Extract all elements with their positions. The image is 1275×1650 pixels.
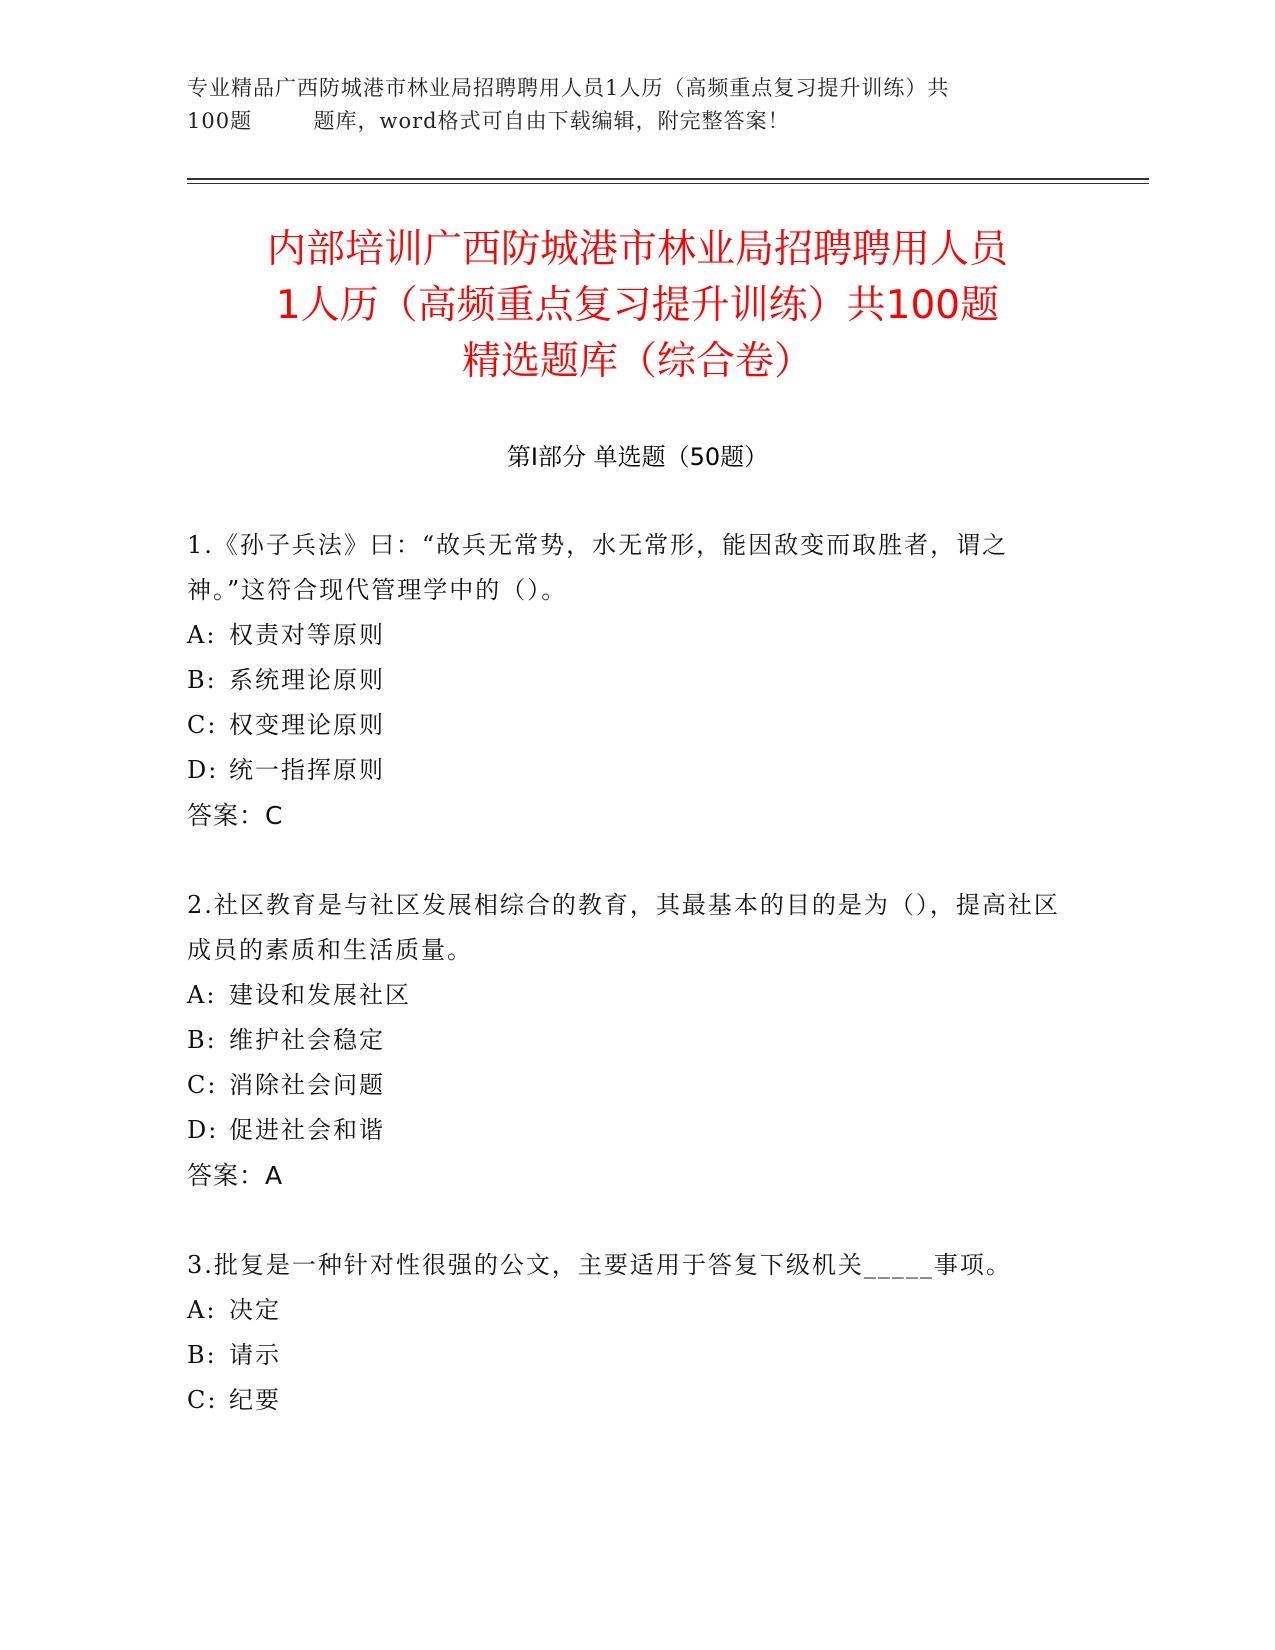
header-rule-thin	[187, 183, 1149, 184]
header-line-2: 100题 题库，word格式可自由下载编辑，附完整答案！	[187, 109, 790, 133]
option-key: C:	[187, 711, 218, 739]
page-header	[187, 72, 1067, 138]
option-d	[187, 1108, 1067, 1153]
question-list	[187, 523, 1067, 1423]
option-text: 系统理论原则	[229, 666, 385, 694]
question-3	[187, 1243, 1067, 1423]
option-d	[187, 748, 1067, 793]
option-text: 统一指挥原则	[229, 756, 385, 784]
option-text: 消除社会问题	[229, 1071, 385, 1099]
option-b	[187, 658, 1067, 703]
option-text: 建设和发展社区	[229, 981, 411, 1009]
answer: 答案：A	[187, 1161, 284, 1190]
option-a	[187, 1288, 1067, 1333]
option-a	[187, 973, 1067, 1018]
option-text: 纪要	[229, 1386, 281, 1414]
question-stem: 1.《孙子兵法》曰：“故兵无常势，水无常形，能因敌变而取胜者，谓之神。”这符合现代管理学中的（）。	[187, 531, 1009, 604]
spacer	[187, 1198, 1067, 1243]
header-rule-thick	[187, 178, 1149, 180]
option-c	[187, 1063, 1067, 1108]
option-key: C:	[187, 1386, 218, 1414]
option-text: 维护社会稳定	[229, 1026, 385, 1054]
option-b	[187, 1333, 1067, 1378]
option-a	[187, 613, 1067, 658]
question-stem: 3.批复是一种针对性很强的公文，主要适用于答复下级机关_____事项。	[187, 1251, 1012, 1279]
option-b	[187, 1018, 1067, 1063]
document-title	[150, 222, 1125, 390]
option-text: 决定	[229, 1296, 281, 1324]
question-2	[187, 883, 1067, 1198]
option-c	[187, 703, 1067, 748]
option-key: D:	[187, 1116, 219, 1144]
option-c	[187, 1378, 1067, 1423]
option-key: D:	[187, 756, 219, 784]
header-line-1: 专业精品广西防城港市林业局招聘聘用人员1人历（高频重点复习提升训练）共	[187, 76, 950, 100]
title-line-2: 1人历（高频重点复习提升训练）共100题	[275, 283, 1000, 328]
option-key: A:	[187, 981, 217, 1009]
option-key: A:	[187, 621, 217, 649]
option-text: 请示	[229, 1341, 281, 1369]
option-key: B:	[187, 1026, 217, 1054]
option-text: 权责对等原则	[229, 621, 385, 649]
option-key: B:	[187, 666, 217, 694]
title-line-3: 精选题库（综合卷）	[461, 339, 813, 384]
question-1	[187, 523, 1067, 838]
answer: 答案：C	[187, 801, 284, 830]
option-key: C:	[187, 1071, 218, 1099]
option-text: 权变理论原则	[229, 711, 385, 739]
option-key: A:	[187, 1296, 217, 1324]
spacer	[187, 838, 1067, 883]
section-heading: 第Ⅰ部分 单选题（50题）	[506, 443, 769, 471]
option-text: 促进社会和谐	[229, 1116, 385, 1144]
question-stem: 2.社区教育是与社区发展相综合的教育，其最基本的目的是为（），提高社区成员的素质和生活质量。	[187, 891, 1060, 964]
option-key: B:	[187, 1341, 217, 1369]
title-line-1: 内部培训广西防城港市林业局招聘聘用人员	[266, 227, 1008, 272]
